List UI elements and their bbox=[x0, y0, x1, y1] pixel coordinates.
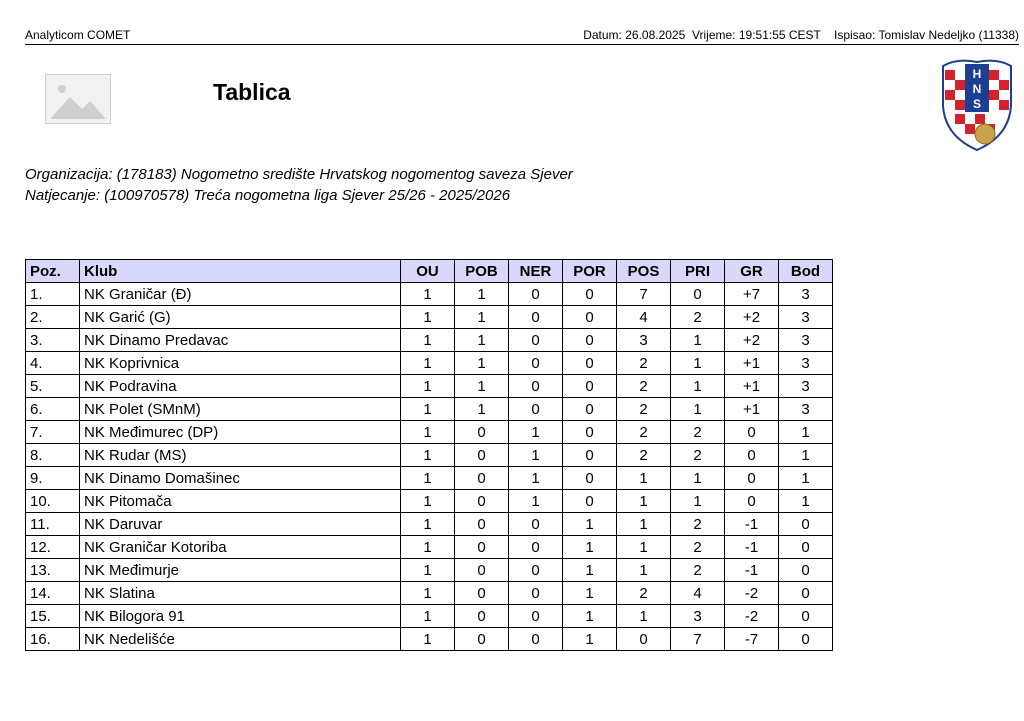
cell-ner: 0 bbox=[509, 559, 563, 582]
cell-ner: 0 bbox=[509, 283, 563, 306]
cell-pos: 2 bbox=[617, 375, 671, 398]
cell-gr: +1 bbox=[725, 352, 779, 375]
cell-ou: 1 bbox=[401, 421, 455, 444]
cell-klub: NK Polet (SMnM) bbox=[80, 398, 401, 421]
cell-bod: 0 bbox=[779, 513, 833, 536]
cell-ou: 1 bbox=[401, 467, 455, 490]
cell-por: 0 bbox=[563, 467, 617, 490]
cell-ou: 1 bbox=[401, 582, 455, 605]
page-header bbox=[25, 27, 1019, 45]
cell-pos: 1 bbox=[617, 490, 671, 513]
cell-ner: 0 bbox=[509, 398, 563, 421]
cell-por: 1 bbox=[563, 559, 617, 582]
cell-gr: -2 bbox=[725, 582, 779, 605]
cell-pri: 4 bbox=[671, 582, 725, 605]
cell-pos: 1 bbox=[617, 536, 671, 559]
cell-por: 1 bbox=[563, 628, 617, 651]
cell-pri: 0 bbox=[671, 283, 725, 306]
col-header-por: POR bbox=[563, 260, 617, 283]
cell-bod: 1 bbox=[779, 467, 833, 490]
cell-klub: NK Nedelišće bbox=[80, 628, 401, 651]
print-meta: Datum: 26.08.2025 Vrijeme: 19:51:55 CEST Ispisao: Tomislav Nedeljko (11338) bbox=[583, 28, 1019, 42]
cell-por: 1 bbox=[563, 605, 617, 628]
cell-pob: 0 bbox=[455, 536, 509, 559]
cell-gr: 0 bbox=[725, 444, 779, 467]
cell-pos: 2 bbox=[617, 398, 671, 421]
cell-klub: NK Bilogora 91 bbox=[80, 605, 401, 628]
cell-ou: 1 bbox=[401, 444, 455, 467]
cell-pob: 0 bbox=[455, 582, 509, 605]
cell-poz: 9. bbox=[26, 467, 80, 490]
cell-por: 0 bbox=[563, 421, 617, 444]
cell-pos: 1 bbox=[617, 605, 671, 628]
cell-ner: 0 bbox=[509, 582, 563, 605]
cell-pos: 2 bbox=[617, 421, 671, 444]
cell-pob: 0 bbox=[455, 421, 509, 444]
cell-klub: NK Međimurje bbox=[80, 559, 401, 582]
cell-ou: 1 bbox=[401, 329, 455, 352]
image-placeholder-icon bbox=[45, 74, 111, 124]
cell-pos: 2 bbox=[617, 582, 671, 605]
cell-por: 1 bbox=[563, 513, 617, 536]
cell-ou: 1 bbox=[401, 605, 455, 628]
cell-pos: 1 bbox=[617, 467, 671, 490]
cell-pos: 1 bbox=[617, 559, 671, 582]
table-row bbox=[26, 536, 833, 559]
cell-pri: 2 bbox=[671, 513, 725, 536]
cell-gr: +7 bbox=[725, 283, 779, 306]
cell-ner: 0 bbox=[509, 329, 563, 352]
cell-bod: 3 bbox=[779, 306, 833, 329]
cell-ner: 0 bbox=[509, 306, 563, 329]
organization-info bbox=[25, 164, 573, 206]
cell-poz: 2. bbox=[26, 306, 80, 329]
cell-gr: 0 bbox=[725, 421, 779, 444]
cell-bod: 0 bbox=[779, 582, 833, 605]
cell-bod: 1 bbox=[779, 490, 833, 513]
cell-pri: 2 bbox=[671, 421, 725, 444]
cell-ner: 0 bbox=[509, 513, 563, 536]
cell-gr: +1 bbox=[725, 398, 779, 421]
cell-ner: 1 bbox=[509, 421, 563, 444]
table-row bbox=[26, 283, 833, 306]
cell-pos: 1 bbox=[617, 513, 671, 536]
table-row bbox=[26, 444, 833, 467]
cell-pri: 2 bbox=[671, 559, 725, 582]
cell-ner: 0 bbox=[509, 536, 563, 559]
cell-klub: NK Slatina bbox=[80, 582, 401, 605]
cell-gr: -1 bbox=[725, 536, 779, 559]
cell-ou: 1 bbox=[401, 398, 455, 421]
page-title: Tablica bbox=[213, 79, 291, 105]
col-header-pri: PRI bbox=[671, 260, 725, 283]
table-row bbox=[26, 490, 833, 513]
cell-gr: +2 bbox=[725, 306, 779, 329]
cell-poz: 8. bbox=[26, 444, 80, 467]
cell-pob: 0 bbox=[455, 605, 509, 628]
cell-bod: 0 bbox=[779, 628, 833, 651]
cell-poz: 7. bbox=[26, 421, 80, 444]
table-row bbox=[26, 628, 833, 651]
cell-klub: NK Garić (G) bbox=[80, 306, 401, 329]
cell-ner: 1 bbox=[509, 444, 563, 467]
cell-poz: 14. bbox=[26, 582, 80, 605]
cell-bod: 1 bbox=[779, 444, 833, 467]
cell-ner: 0 bbox=[509, 605, 563, 628]
cell-bod: 3 bbox=[779, 352, 833, 375]
table-row bbox=[26, 559, 833, 582]
cell-gr: -1 bbox=[725, 559, 779, 582]
cell-pos: 2 bbox=[617, 444, 671, 467]
cell-klub: NK Dinamo Predavac bbox=[80, 329, 401, 352]
table-row bbox=[26, 605, 833, 628]
table-row bbox=[26, 398, 833, 421]
cell-pob: 0 bbox=[455, 559, 509, 582]
cell-por: 0 bbox=[563, 352, 617, 375]
cell-klub: NK Dinamo Domašinec bbox=[80, 467, 401, 490]
table-row bbox=[26, 352, 833, 375]
organization-line: Organizacija: (178183) Nogometno središte Hrvatskog nogomentog saveza Sjever bbox=[25, 166, 573, 183]
cell-ou: 1 bbox=[401, 628, 455, 651]
cell-gr: -2 bbox=[725, 605, 779, 628]
col-header-ner: NER bbox=[509, 260, 563, 283]
table-row bbox=[26, 513, 833, 536]
cell-gr: +1 bbox=[725, 375, 779, 398]
cell-pob: 0 bbox=[455, 628, 509, 651]
table-row bbox=[26, 582, 833, 605]
cell-pri: 1 bbox=[671, 467, 725, 490]
cell-ou: 1 bbox=[401, 283, 455, 306]
cell-ou: 1 bbox=[401, 490, 455, 513]
cell-pri: 1 bbox=[671, 375, 725, 398]
cell-por: 0 bbox=[563, 283, 617, 306]
cell-ner: 0 bbox=[509, 628, 563, 651]
cell-pos: 3 bbox=[617, 329, 671, 352]
col-header-bod: Bod bbox=[779, 260, 833, 283]
cell-pob: 0 bbox=[455, 467, 509, 490]
cell-bod: 3 bbox=[779, 283, 833, 306]
cell-bod: 3 bbox=[779, 375, 833, 398]
table-header-row bbox=[26, 260, 833, 283]
cell-poz: 15. bbox=[26, 605, 80, 628]
cell-pri: 1 bbox=[671, 352, 725, 375]
cell-pob: 0 bbox=[455, 444, 509, 467]
col-header-gr: GR bbox=[725, 260, 779, 283]
hns-crest-logo bbox=[937, 56, 1017, 152]
cell-pob: 1 bbox=[455, 283, 509, 306]
cell-ner: 1 bbox=[509, 467, 563, 490]
cell-gr: 0 bbox=[725, 467, 779, 490]
cell-bod: 1 bbox=[779, 421, 833, 444]
col-header-pos: POS bbox=[617, 260, 671, 283]
cell-poz: 12. bbox=[26, 536, 80, 559]
crest-letter-h: H bbox=[972, 67, 982, 81]
cell-ou: 1 bbox=[401, 306, 455, 329]
table-row bbox=[26, 421, 833, 444]
cell-poz: 16. bbox=[26, 628, 80, 651]
cell-bod: 3 bbox=[779, 329, 833, 352]
cell-ner: 1 bbox=[509, 490, 563, 513]
cell-por: 0 bbox=[563, 444, 617, 467]
cell-klub: NK Graničar Kotoriba bbox=[80, 536, 401, 559]
cell-ou: 1 bbox=[401, 536, 455, 559]
cell-pri: 2 bbox=[671, 444, 725, 467]
cell-por: 0 bbox=[563, 329, 617, 352]
cell-klub: NK Pitomača bbox=[80, 490, 401, 513]
cell-ner: 0 bbox=[509, 352, 563, 375]
cell-por: 0 bbox=[563, 306, 617, 329]
table-body bbox=[26, 283, 833, 651]
cell-pos: 7 bbox=[617, 283, 671, 306]
cell-poz: 3. bbox=[26, 329, 80, 352]
cell-gr: -1 bbox=[725, 513, 779, 536]
crest-letter-n: N bbox=[972, 82, 982, 96]
cell-ner: 0 bbox=[509, 375, 563, 398]
cell-klub: NK Podravina bbox=[80, 375, 401, 398]
cell-pob: 1 bbox=[455, 306, 509, 329]
table-row bbox=[26, 375, 833, 398]
cell-poz: 4. bbox=[26, 352, 80, 375]
col-header-klub: Klub bbox=[80, 260, 401, 283]
cell-bod: 0 bbox=[779, 559, 833, 582]
crest-letter-s: S bbox=[972, 97, 982, 111]
cell-pri: 3 bbox=[671, 605, 725, 628]
cell-por: 0 bbox=[563, 490, 617, 513]
cell-klub: NK Daruvar bbox=[80, 513, 401, 536]
cell-pob: 1 bbox=[455, 352, 509, 375]
cell-pri: 1 bbox=[671, 398, 725, 421]
cell-poz: 1. bbox=[26, 283, 80, 306]
cell-poz: 11. bbox=[26, 513, 80, 536]
cell-pri: 2 bbox=[671, 536, 725, 559]
cell-por: 1 bbox=[563, 536, 617, 559]
cell-ou: 1 bbox=[401, 375, 455, 398]
table-row bbox=[26, 306, 833, 329]
standings-table bbox=[25, 259, 833, 651]
cell-pob: 0 bbox=[455, 513, 509, 536]
cell-ou: 1 bbox=[401, 352, 455, 375]
cell-poz: 10. bbox=[26, 490, 80, 513]
cell-klub: NK Rudar (MS) bbox=[80, 444, 401, 467]
cell-pob: 1 bbox=[455, 329, 509, 352]
table-row bbox=[26, 467, 833, 490]
cell-poz: 5. bbox=[26, 375, 80, 398]
cell-gr: -7 bbox=[725, 628, 779, 651]
cell-pos: 4 bbox=[617, 306, 671, 329]
cell-pri: 7 bbox=[671, 628, 725, 651]
col-header-poz: Poz. bbox=[26, 260, 80, 283]
cell-pob: 1 bbox=[455, 398, 509, 421]
cell-por: 1 bbox=[563, 582, 617, 605]
cell-gr: 0 bbox=[725, 490, 779, 513]
cell-klub: NK Međimurec (DP) bbox=[80, 421, 401, 444]
table-row bbox=[26, 329, 833, 352]
cell-ou: 1 bbox=[401, 513, 455, 536]
cell-pos: 2 bbox=[617, 352, 671, 375]
app-name: Analyticom COMET bbox=[25, 28, 131, 42]
col-header-ou: OU bbox=[401, 260, 455, 283]
cell-pri: 1 bbox=[671, 329, 725, 352]
cell-pob: 0 bbox=[455, 490, 509, 513]
cell-bod: 0 bbox=[779, 605, 833, 628]
cell-gr: +2 bbox=[725, 329, 779, 352]
cell-por: 0 bbox=[563, 398, 617, 421]
cell-klub: NK Koprivnica bbox=[80, 352, 401, 375]
col-header-pob: POB bbox=[455, 260, 509, 283]
cell-pri: 1 bbox=[671, 490, 725, 513]
cell-pri: 2 bbox=[671, 306, 725, 329]
cell-pob: 1 bbox=[455, 375, 509, 398]
competition-line: Natjecanje: (100970578) Treća nogometna liga Sjever 25/26 - 2025/2026 bbox=[25, 187, 511, 204]
cell-por: 0 bbox=[563, 375, 617, 398]
cell-klub: NK Graničar (Đ) bbox=[80, 283, 401, 306]
cell-bod: 0 bbox=[779, 536, 833, 559]
cell-poz: 6. bbox=[26, 398, 80, 421]
cell-pos: 0 bbox=[617, 628, 671, 651]
cell-bod: 3 bbox=[779, 398, 833, 421]
cell-ou: 1 bbox=[401, 559, 455, 582]
cell-poz: 13. bbox=[26, 559, 80, 582]
